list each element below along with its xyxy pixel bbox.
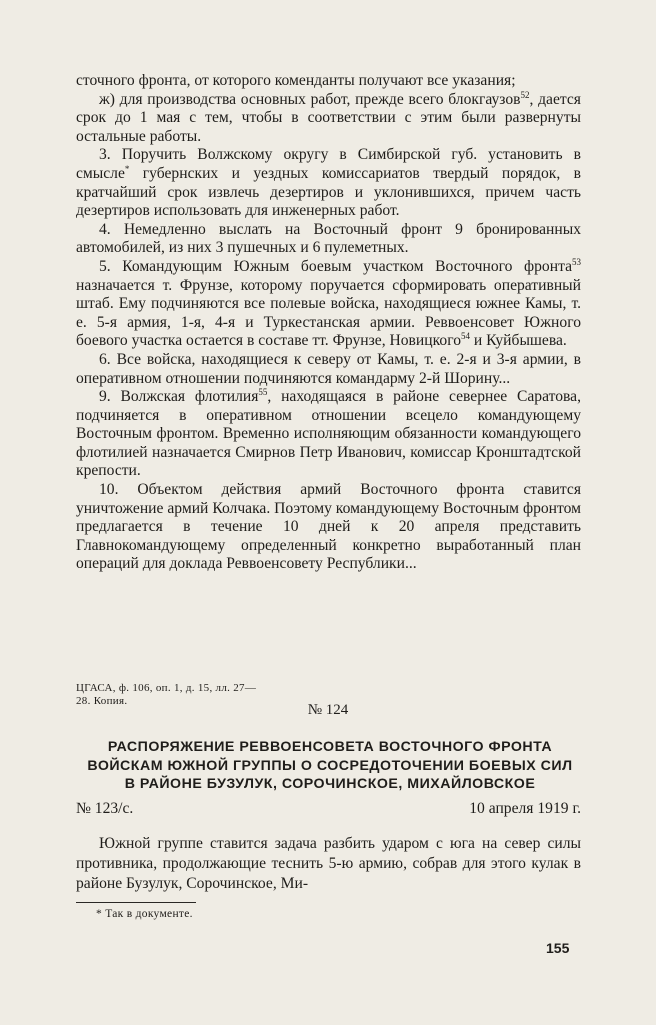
paragraph-3-text: 3. Поручить Волжскому округу в Симбирской губ. установить в смысле [76, 146, 581, 182]
paragraph-6-text: 6. Все войска, находящиеся к северу от Камы, т. е. 2-я и 3-я армии, в оперативном отношении подчиняются командарму 2-й Шорину... [76, 350, 581, 387]
paragraph-5-text: 5. Командующим Южным боевым участком Восточного фронта [99, 257, 572, 275]
order-text [76, 834, 581, 894]
paragraph-7 [76, 388, 581, 481]
document-number: № 124 [307, 702, 349, 718]
paragraph-1 [76, 72, 581, 91]
document-title-line-3: В РАЙОНЕ БУЗУЛУК, СОРОЧИНСКОЕ, МИХАЙЛОВСКОЕ [124, 776, 536, 792]
paragraph-8-text: 10. Объектом действия армий Восточного фронта ставится уничтожение армий Колчака. Поэтому командующему Восточным фронтом предлагается в течение 10 дней к 20 апреля представить Главнокомандующему определенный конкретно выработанный план операций для доклада Реввоенсовету Республики... [76, 481, 581, 573]
archive-source-line-2: 28. Копия. [76, 695, 128, 707]
archive-source-line-1: ЦГАСА, ф. 106, оп. 1, д. 15, лл. 27— [76, 682, 257, 694]
footnote: * Так в документе. [96, 908, 193, 920]
order-date: 10 апреля 1919 г. [469, 800, 581, 817]
order-paragraph: Южной группе ставится задача разбить ударом с юга на север силы противника, продолжающие теснить 5-ю армию, собрав для этого кулак в районе Бузулук, Сорочинское, Ми- [76, 835, 581, 892]
paragraph-3-tail: губернских и уездных комиссариатов твердый порядок, в кратчайший срок извлечь дезертиров и уклонившихся, причем часть дезертиров использовать для инженерных работ. [76, 164, 581, 220]
footnote-ref-54: 54 [461, 331, 470, 342]
paragraph-7-text: 9. Волжская флотилия [99, 388, 259, 406]
document-title-line-2: ВОЙСКАМ ЮЖНОЙ ГРУППЫ О СОСРЕДОТОЧЕНИИ БОЕВЫХ СИЛ [87, 757, 573, 774]
paragraph-2-tail: , дается срок до 1 мая с тем, чтобы в соответствии с этим были развернуты остальные работы. [76, 90, 581, 145]
order-number: № 123/с. [76, 800, 134, 817]
paragraph-4-text: 4. Немедленно выслать на Восточный фронт 9 бронированных автомобилей, из них 3 пушечных и 6 пулеметных. [76, 220, 581, 257]
footnote-ref-52: 52 [520, 89, 530, 100]
page-number: 155 [546, 940, 570, 956]
footnote-ref-asterisk: * [124, 163, 130, 174]
paragraph-8 [76, 481, 581, 574]
document-title-line-1: РАСПОРЯЖЕНИЕ РЕВВОЕНСОВЕТА ВОСТОЧНОГО ФРОНТА [107, 739, 553, 755]
paragraph-4 [76, 221, 581, 258]
paragraph-5 [76, 258, 581, 351]
paragraph-1-text: сточного фронта, от которого коменданты получают все указания; [76, 72, 516, 89]
document-title [70, 738, 590, 794]
paragraph-2-text: ж) для производства основных работ, прежде всего блокгаузов [99, 90, 521, 108]
paragraph-3 [76, 146, 581, 220]
footnote-divider [76, 902, 196, 903]
order-meta [76, 800, 581, 818]
paragraph-5-tail: назначается т. Фрунзе, которому поручается сформировать оперативный штаб. Ему подчиняются все полевые войска, находящиеся южнее Камы, т. е. 5-я армия, 1-я, 4-я и Туркестанская армии. Реввоенсовет Южного боевого участка остается в составе тт. Фрунзе, Новицкого [76, 276, 581, 350]
paragraph-2 [76, 91, 581, 147]
main-text [76, 72, 581, 574]
footnote-ref-55: 55 [258, 387, 268, 398]
paragraph-6 [76, 351, 581, 388]
paragraph-7-tail: , находящаяся в районе севернее Саратова, подчиняется в оперативном отношении всецело командующему Восточным фронтом. Временно исполняющим обязанности командующего флотилией назначается Смирнов Петр Иванович, комиссар Кронштадтской крепости. [76, 388, 581, 480]
footnote-ref-53: 53 [572, 256, 581, 267]
paragraph-5-tail2: и Куйбышева. [470, 332, 567, 350]
